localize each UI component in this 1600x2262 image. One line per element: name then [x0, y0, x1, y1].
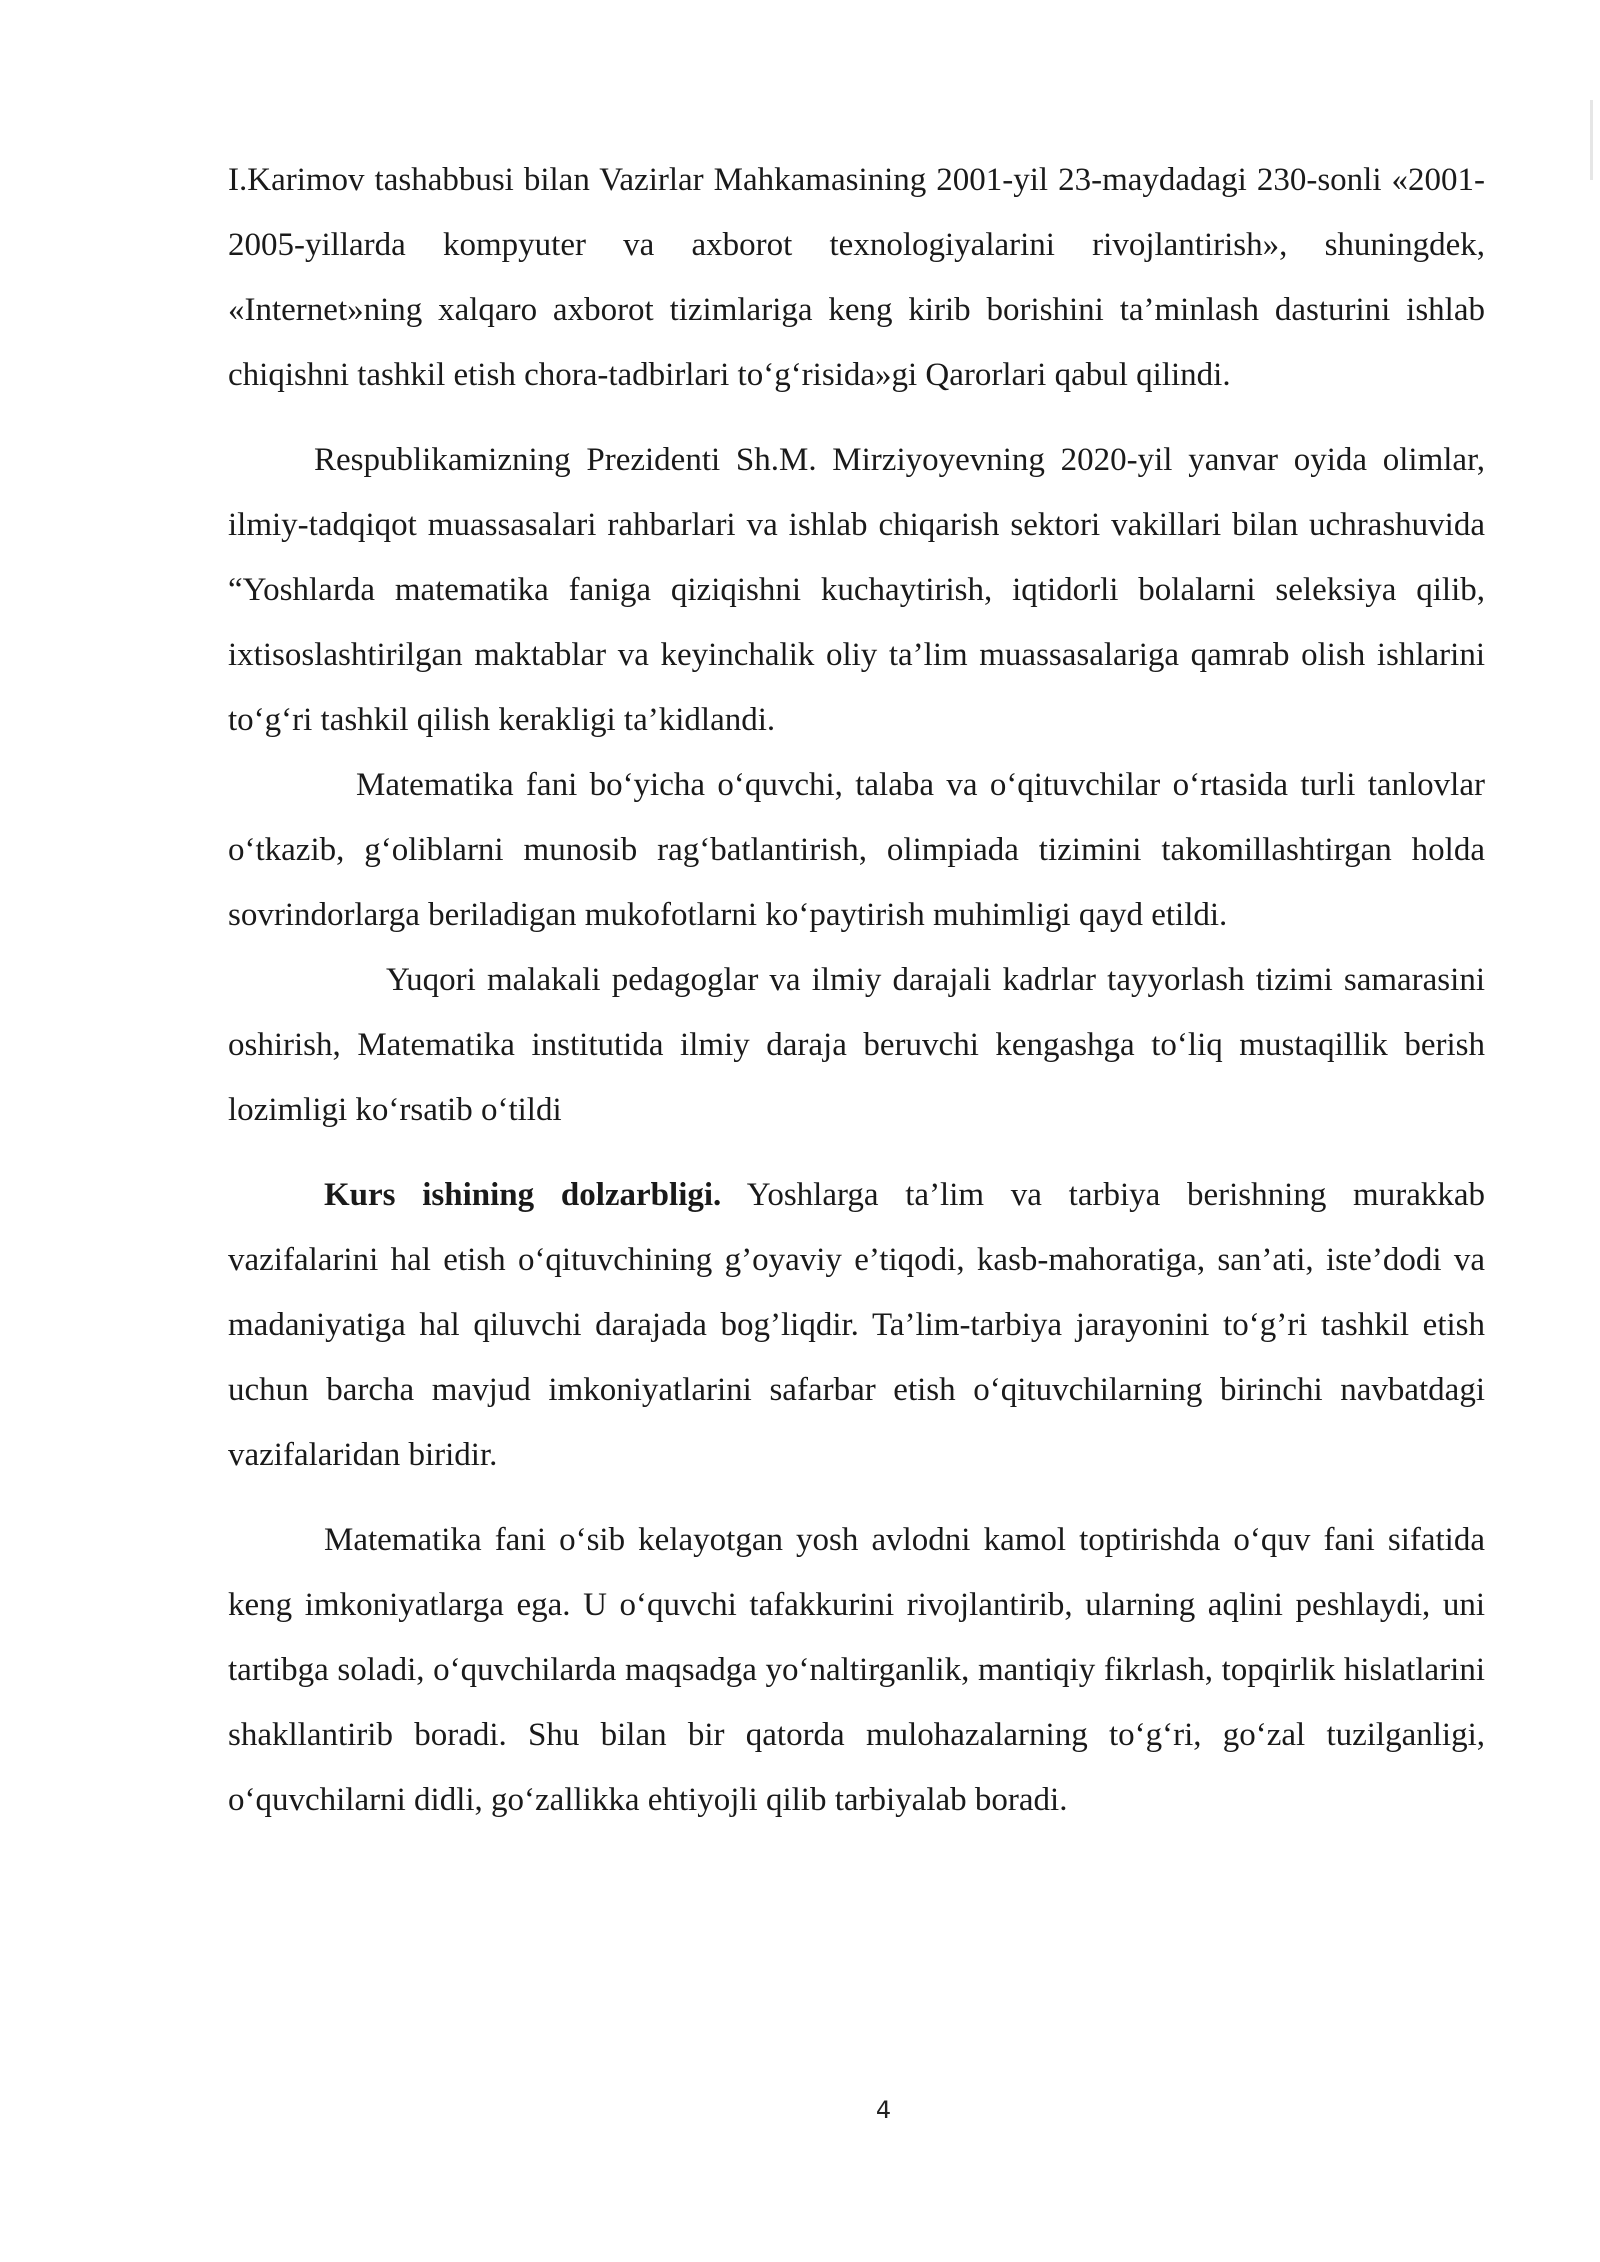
relevance-heading: Kurs ishining dolzarbligi.: [324, 1177, 722, 1213]
paragraph-relevance: [228, 1163, 1485, 1488]
paragraph-mathematics-role: Matematika fani o‘sib kelayotgan yosh avlodni kamol toptirishda o‘quv fani sifatida keng imkoniyatlarga ega. U o‘quvchi tafakkurini rivojlantirib, ularning aqlini peshlaydi, uni tartibga soladi, o‘quvchilarda maqsadga yo‘naltirganlik, mantiqiy fikrlash, topqirlik hislatlarini shakllantirib boradi. Shu bilan bir qatorda mulohazalarning to‘g‘ri, go‘zal tuzilganligi, o‘quvchilarni didli, go‘zallikka ehtiyojli qilib tarbiyalab boradi.: [228, 1522, 1485, 1818]
paragraph-president-meeting: Respublikamizning Prezidenti Sh.M. Mirziyoyevning 2020-yil yanvar oyida olimlar, ilmiy-tadqiqot muassasalari rahbarlari va ishlab chiqarish sektori vakillari bilan uchrashuvida “Yoshlarda matematika faniga qiziqishni kuchaytirish, iqtidorli bolalarni seleksiya qilib, ixtisoslashtirilgan maktablar va keyinchalik oliy ta’lim muassasalariga qamrab olish ishlarini to‘g‘ri tashkil qilish kerakligi ta’kidlandi.: [228, 442, 1485, 738]
paragraph-qualified-staff: Yuqori malakali pedagoglar va ilmiy darajali kadrlar tayyorlash tizimi samarasini oshirish, Matematika institutida ilmiy daraja beruvchi kengashga to‘liq mustaqillik berish lozimligi ko‘rsatib o‘tildi: [228, 962, 1485, 1128]
page-number: 4: [875, 2096, 892, 2124]
relevance-text: Yoshlarga ta’lim va tarbiya berishning murakkab vazifalarini hal etish o‘qituvchining g’oyaviy e’tiqodi, kasb-mahoratiga, san’ati, iste’dodi va madaniyatiga hal qiluvchi darajada bog’liqdir. Ta’lim-tarbiya jarayonini to‘g’ri tashkil etish uchun barcha mavjud imkoniyatlarini safarbar etish o‘qituvchilarning birinchi navbatdagi vazifalaridan biridir.: [228, 1177, 1485, 1473]
page-edge-mark: [1590, 100, 1593, 180]
paragraph-competitions: Matematika fani bo‘yicha o‘quvchi, talaba va o‘qituvchilar o‘rtasida turli tanlovlar o‘tkazib, g‘oliblarni munosib rag‘batlantirish, olimpiada tizimini takomillashtirgan holda sovrindorlarga beriladigan mukofotlarni ko‘paytirish muhimligi qayd etildi.: [228, 767, 1485, 933]
document-body: [228, 148, 1485, 1833]
paragraph-decree: I.Karimov tashabbusi bilan Vazirlar Mahkamasining 2001-yil 23-maydadagi 230-sonli «2001-2005-yillarda kompyuter va axborot texnologiyalarini rivojlantirish», shuningdek, «Internet»ning xalqaro axborot tizimlariga keng kirib borishini ta’minlash dasturini ishlab chiqishni tashkil etish chora-tadbirlari to‘g‘risida»gi Qarorlari qabul qilindi.: [228, 162, 1485, 393]
